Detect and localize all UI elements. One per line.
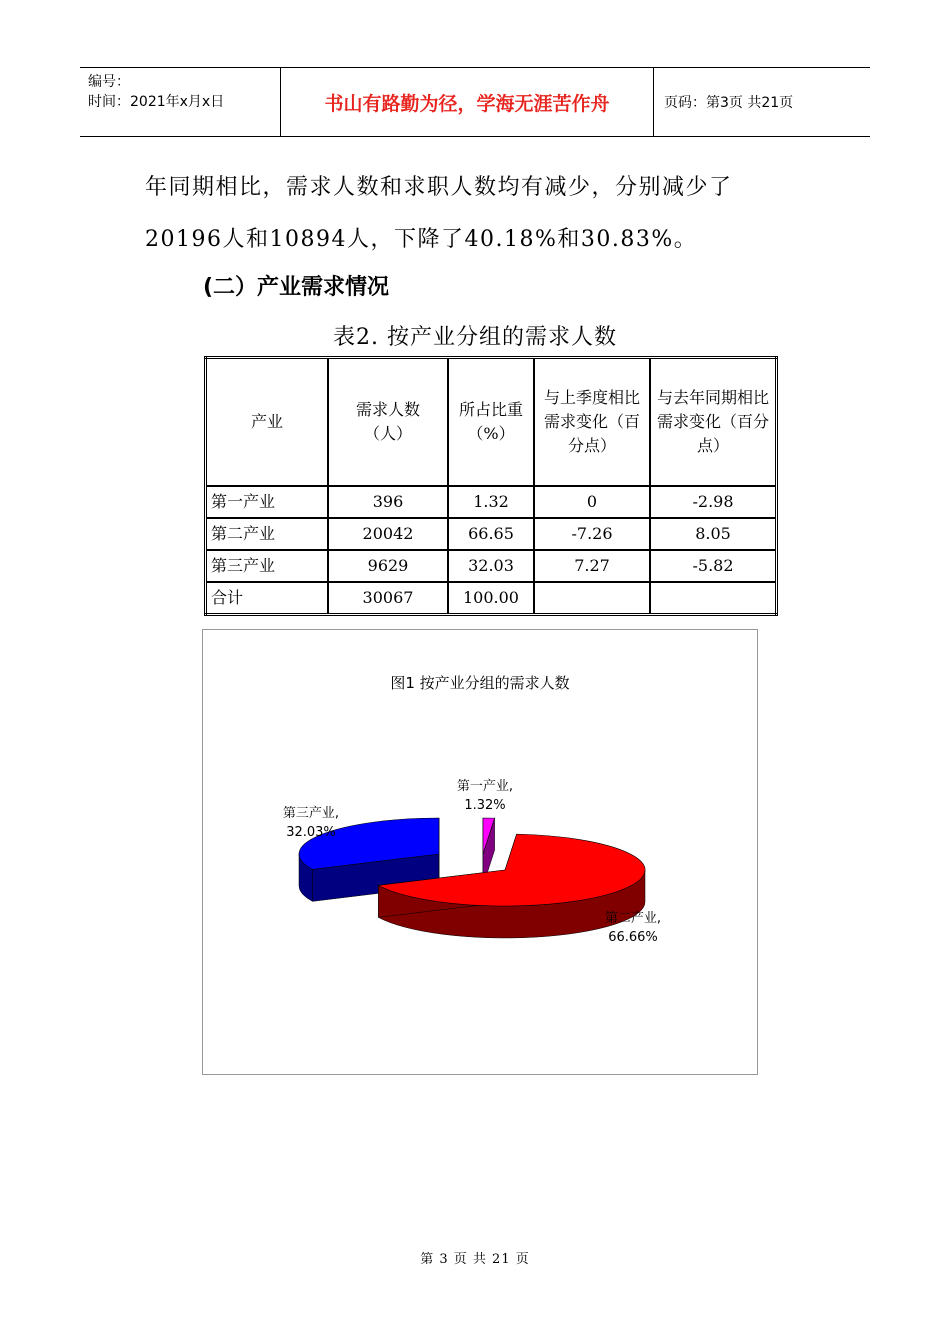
table-cell: 396 <box>328 486 448 518</box>
table-cell: 7.27 <box>534 550 650 582</box>
table-cell: 66.65 <box>448 518 534 550</box>
table-cell: 第三产业 <box>206 550 329 582</box>
pie-slice-label: 第三产业, <box>282 806 340 821</box>
table-cell: 合计 <box>206 582 329 615</box>
table-cell: 第二产业 <box>206 518 329 550</box>
table-cell: 30067 <box>328 582 448 615</box>
table-header-cell: 所占比重（%） <box>448 358 534 487</box>
table-cell: 第一产业 <box>206 486 329 518</box>
table-header-cell: 与去年同期相比 需求变化（百分点） <box>650 358 777 487</box>
header-motto: 书山有路勤为径，学海无涯苦作舟 <box>281 68 654 136</box>
paragraph-line-1: 年同期相比，需求人数和求职人数均有减少，分别减少了 <box>145 175 733 200</box>
header-left-cell <box>80 68 281 136</box>
table-row <box>206 582 777 615</box>
table-cell: 0 <box>534 486 650 518</box>
table-caption: 表2. 按产业分组的需求人数 <box>333 325 617 350</box>
table-cell: 8.05 <box>650 518 777 550</box>
pie-slice-percent: 66.66% <box>608 930 658 945</box>
table-cell: -2.98 <box>650 486 777 518</box>
table-header-row <box>206 358 777 487</box>
header-page-label: 页码：第3页 共21页 <box>664 95 794 111</box>
chart-title: 图1 按产业分组的需求人数 <box>390 674 570 692</box>
pie-slice-label: 第一产业, <box>456 779 514 794</box>
table-cell: 1.32 <box>448 486 534 518</box>
table-cell: -7.26 <box>534 518 650 550</box>
pie-slice-percent: 1.32% <box>464 798 506 813</box>
table-cell: 100.00 <box>448 582 534 615</box>
pie-chart-container <box>202 629 758 1075</box>
pie-slice-label: 第二产业, <box>604 911 662 926</box>
paragraph-line-2: 20196人和10894人，下降了40.18%和30.83%。 <box>145 227 698 252</box>
page-header <box>80 67 870 137</box>
header-date-label: 时间：2021年x月x日 <box>88 94 225 110</box>
table-cell <box>534 582 650 615</box>
table-header-cell: 产业 <box>206 358 329 487</box>
industry-demand-table <box>204 356 778 616</box>
table-cell <box>650 582 777 615</box>
table-cell: 32.03 <box>448 550 534 582</box>
table-cell: -5.82 <box>650 550 777 582</box>
pie-slice-percent: 32.03% <box>286 825 336 840</box>
header-code-label: 编号： <box>88 74 130 90</box>
section-title: (二）产业需求情况 <box>203 275 390 300</box>
table-header-cell: 与上季度相比需求变化（百分点） <box>534 358 650 487</box>
table-row <box>206 486 777 518</box>
table-cell: 20042 <box>328 518 448 550</box>
pie-chart <box>203 630 757 1074</box>
table-header-cell: 需求人数（人） <box>328 358 448 487</box>
table-row <box>206 550 777 582</box>
table-cell: 9629 <box>328 550 448 582</box>
page-footer: 第 3 页 共 21 页 <box>420 1252 530 1267</box>
table-row <box>206 518 777 550</box>
